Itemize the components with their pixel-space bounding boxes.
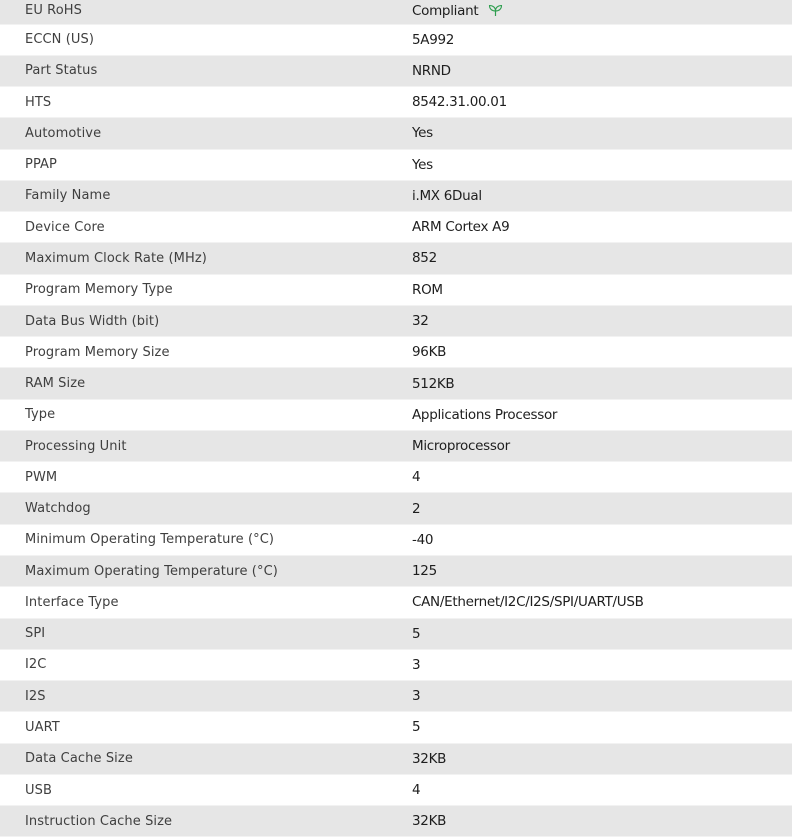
spec-value: 4 — [412, 774, 792, 805]
spec-row-family-name — [0, 180, 792, 211]
spec-row-automotive — [0, 118, 792, 149]
spec-row-hts — [0, 87, 792, 118]
spec-value: 2 — [412, 493, 792, 524]
spec-label: RAM Size — [0, 368, 412, 399]
spec-value: ARM Cortex A9 — [412, 212, 792, 243]
spec-value: 4 — [412, 462, 792, 493]
spec-label: HTS — [0, 87, 412, 118]
leaf-icon — [488, 4, 503, 17]
spec-label: Program Memory Type — [0, 274, 412, 305]
spec-value: 8542.31.00.01 — [412, 87, 792, 118]
spec-label: Family Name — [0, 180, 412, 211]
spec-label: I2S — [0, 681, 412, 712]
spec-label: Minimum Operating Temperature (°C) — [0, 524, 412, 555]
spec-row-device-core — [0, 212, 792, 243]
spec-row-part-status — [0, 55, 792, 86]
spec-row-spi — [0, 618, 792, 649]
spec-label: UART — [0, 712, 412, 743]
spec-row-processing-unit — [0, 430, 792, 461]
spec-value: 3 — [412, 649, 792, 680]
spec-row-program-memory-type — [0, 274, 792, 305]
spec-row-ppap — [0, 149, 792, 180]
spec-row-instruction-cache-size — [0, 806, 792, 837]
spec-value: NRND — [412, 55, 792, 86]
spec-row-i2c — [0, 649, 792, 680]
spec-value: Yes — [412, 149, 792, 180]
spec-label: SPI — [0, 618, 412, 649]
spec-label: USB — [0, 774, 412, 805]
spec-value: 32KB — [412, 806, 792, 837]
spec-value: 125 — [412, 556, 792, 587]
spec-label: I2C — [0, 649, 412, 680]
spec-value: Applications Processor — [412, 399, 792, 430]
spec-value: 3 — [412, 681, 792, 712]
spec-row-max-operating-temp — [0, 556, 792, 587]
spec-label: Watchdog — [0, 493, 412, 524]
spec-value: 852 — [412, 243, 792, 274]
spec-label: ECCN (US) — [0, 24, 412, 55]
spec-row-i2s — [0, 681, 792, 712]
spec-row-type — [0, 399, 792, 430]
spec-value: 5A992 — [412, 24, 792, 55]
spec-value: Microprocessor — [412, 430, 792, 461]
spec-row-usb — [0, 774, 792, 805]
spec-label: Type — [0, 399, 412, 430]
spec-value: Compliant — [412, 3, 479, 19]
spec-row-uart — [0, 712, 792, 743]
spec-label: Part Status — [0, 55, 412, 86]
spec-label: PWM — [0, 462, 412, 493]
spec-label: EU RoHS — [0, 0, 412, 24]
spec-row-eu-rohs — [0, 0, 792, 24]
spec-label: Program Memory Size — [0, 337, 412, 368]
spec-row-watchdog — [0, 493, 792, 524]
spec-value: 32 — [412, 305, 792, 336]
spec-row-max-clock-rate — [0, 243, 792, 274]
spec-label: Instruction Cache Size — [0, 806, 412, 837]
spec-row-data-bus-width — [0, 305, 792, 336]
spec-row-eccn — [0, 24, 792, 55]
spec-label: Data Cache Size — [0, 743, 412, 774]
spec-value: i.MX 6Dual — [412, 180, 792, 211]
spec-value: Yes — [412, 118, 792, 149]
spec-row-data-cache-size — [0, 743, 792, 774]
spec-value: 5 — [412, 618, 792, 649]
spec-value: 96KB — [412, 337, 792, 368]
spec-label: Automotive — [0, 118, 412, 149]
spec-value: -40 — [412, 524, 792, 555]
spec-value: 512KB — [412, 368, 792, 399]
spec-value: 32KB — [412, 743, 792, 774]
spec-row-min-operating-temp — [0, 524, 792, 555]
spec-label: Device Core — [0, 212, 412, 243]
spec-row-pwm — [0, 462, 792, 493]
spec-label: PPAP — [0, 149, 412, 180]
spec-label: Maximum Operating Temperature (°C) — [0, 556, 412, 587]
spec-value-cell — [412, 0, 792, 24]
spec-label: Maximum Clock Rate (MHz) — [0, 243, 412, 274]
spec-value: 5 — [412, 712, 792, 743]
spec-row-ram-size — [0, 368, 792, 399]
spec-label: Interface Type — [0, 587, 412, 618]
spec-value: ROM — [412, 274, 792, 305]
spec-row-interface-type — [0, 587, 792, 618]
spec-label: Processing Unit — [0, 430, 412, 461]
spec-value: CAN/Ethernet/I2C/I2S/SPI/UART/USB — [412, 587, 792, 618]
spec-label: Data Bus Width (bit) — [0, 305, 412, 336]
spec-row-program-memory-size — [0, 337, 792, 368]
